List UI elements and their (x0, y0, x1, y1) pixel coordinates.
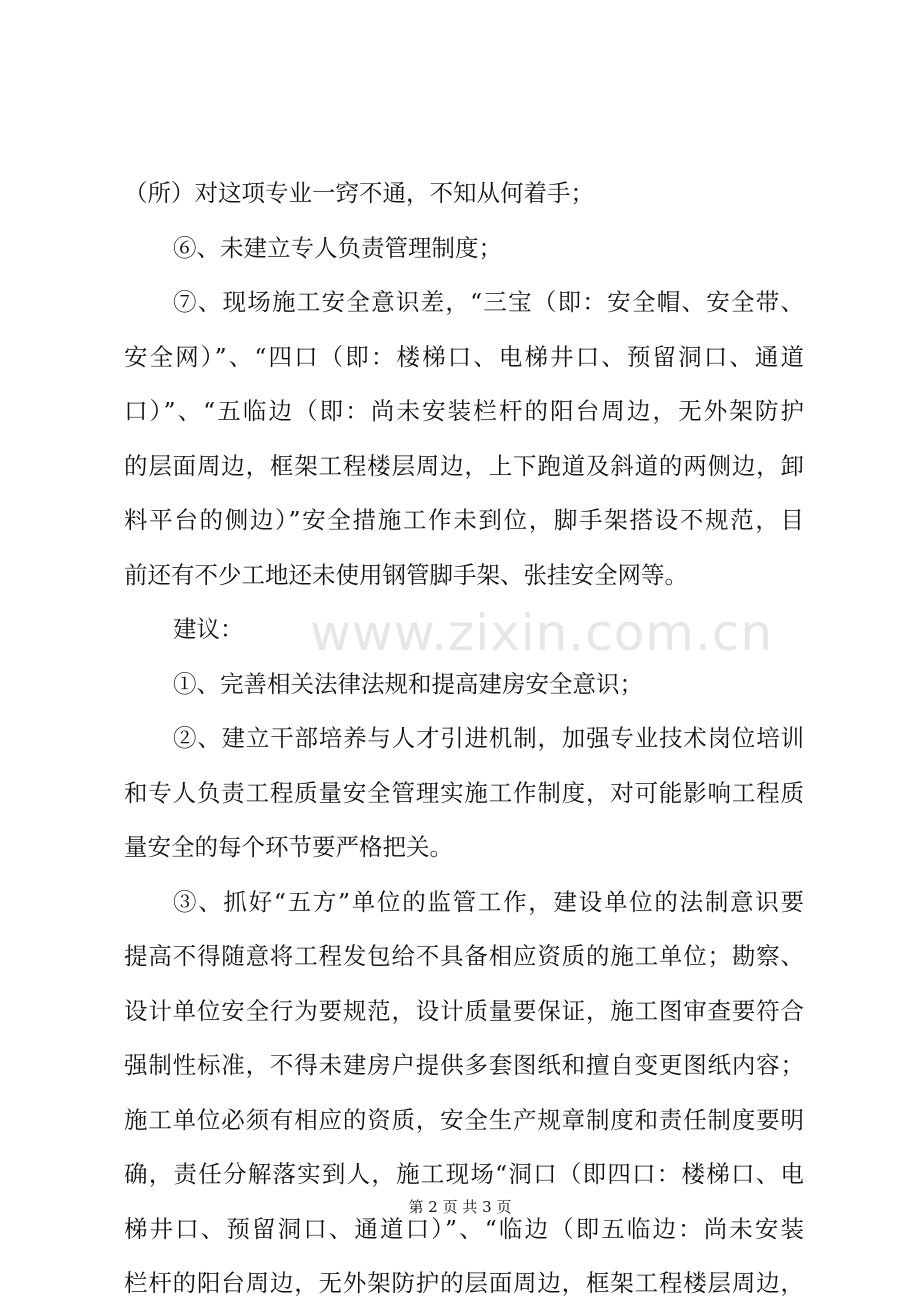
text-line: ②、建立干部培养与人才引进机制，加强专业技术岗位培训 (173, 724, 804, 752)
text-line: 设计单位安全行为要规范，设计质量要保证，施工图审查要符合 (124, 996, 804, 1025)
watermark: www.zixin.com.cn (310, 604, 774, 662)
text-line: 栏杆的阳台周边，无外架防护的层面周边，框架工程楼层周边， (124, 1269, 804, 1297)
text-line: （所）对这项专业一窍不通，不知从何着手； (124, 179, 594, 207)
text-line: 安全网）”、“四口（即：楼梯口、电梯井口、预留洞口、通道 (124, 342, 804, 371)
text-line: 强制性标准，不得未建房户提供多套图纸和擅自变更图纸内容； (124, 1051, 804, 1079)
body-text (124, 166, 804, 1311)
text-line: 梯井口、预留洞口、通道口）”、“临边（即五临边：尚未安装 (124, 1214, 804, 1243)
text-line: 的层面周边，框架工程楼层周边，上下跑道及斜道的两侧边，卸 (124, 451, 804, 480)
text-line: 料平台的侧边）”安全措施工作未到位，脚手架搭设不规范，目 (124, 506, 804, 534)
text-line: 量安全的每个环节要严格把关。 (124, 833, 453, 861)
text-line: ⑦、现场施工安全意识差，“三宝（即：安全帽、安全带、 (173, 288, 804, 316)
text-line: 前还有不少工地还未使用钢管脚手架、张挂安全网等。 (124, 560, 688, 589)
text-line: ③、抓好“五方”单位的监管工作，建设单位的法制意识要 (173, 887, 804, 916)
page-number-footer: 第 2 页 共 3 页 (408, 1198, 512, 1216)
text-line: 确，责任分解落实到人，施工现场“洞口（即四口：楼梯口、电 (124, 1160, 804, 1188)
text-line: 提高不得随意将工程发包给不具备相应资质的施工单位；勘察、 (124, 942, 804, 970)
text-line: 口）”、“五临边（即：尚未安装栏杆的阳台周边，无外架防护 (124, 397, 804, 425)
text-line: 建议： (173, 615, 244, 643)
text-line: ⑥、未建立专人负责管理制度； (173, 233, 502, 262)
text-line: 施工单位必须有相应的资质，安全生产规章制度和责任制度要明 (124, 1105, 804, 1134)
text-line: ①、完善相关法律法规和提高建房安全意识； (173, 669, 643, 698)
text-line: 和专人负责工程质量安全管理实施工作制度，对可能影响工程质 (124, 778, 804, 807)
